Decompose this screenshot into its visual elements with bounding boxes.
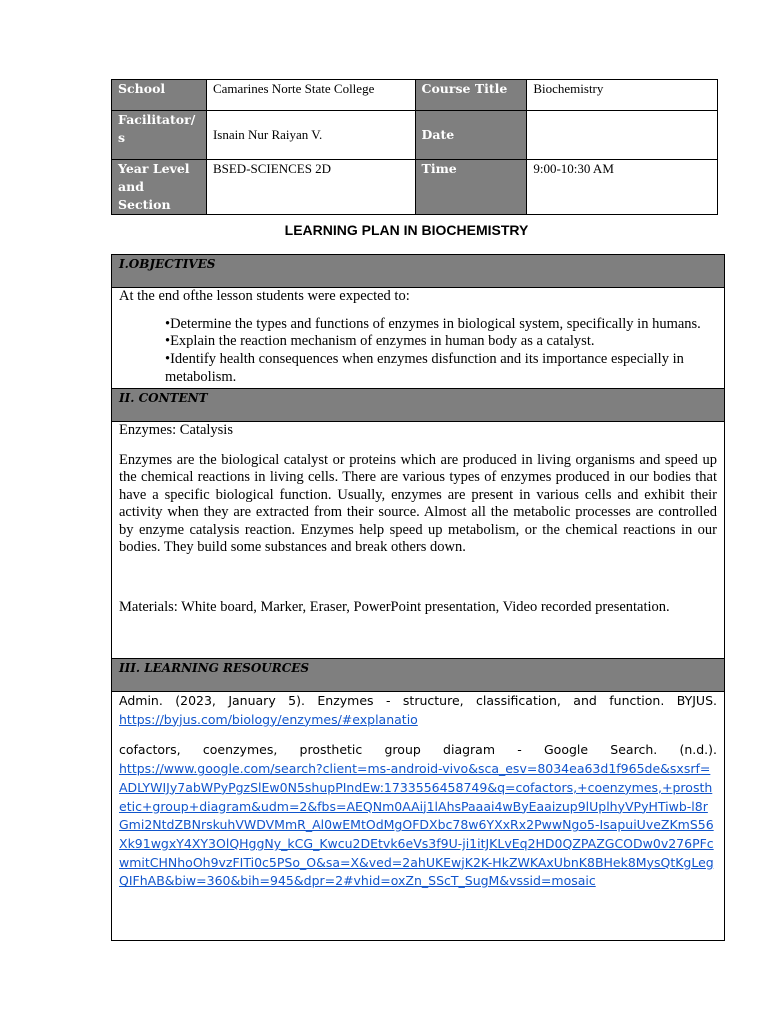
content-cell <box>112 422 725 659</box>
content-topic: Enzymes: Catalysis <box>119 422 233 438</box>
facilitator-value: Isnain Nur Raiyan V. <box>206 111 415 160</box>
time-label: Time <box>415 160 527 215</box>
objective-item: • Determine the types and functions of enzymes in biological system, specifically in humans. <box>165 316 717 334</box>
school-value: Camarines Norte State College <box>206 80 415 111</box>
course-title-value: Biochemistry <box>527 80 718 111</box>
resources-heading: III. LEARNING RESOURCES <box>112 659 725 692</box>
reference-1-text: Admin. (2023, January 5). Enzymes - structure, classification, and function. BYJUS. <box>119 693 717 708</box>
school-label: School <box>112 80 207 111</box>
date-label: Date <box>415 111 527 160</box>
objectives-list <box>119 316 717 387</box>
facilitator-label: Facilitator/ s <box>112 111 207 160</box>
date-value <box>527 111 718 160</box>
content-paragraph: Enzymes are the biological catalyst or proteins which are produced in living organisms and speed up the chemical reactions in living cells. There are various types of enzymes produced in our bodies that have a specific biological function. Usually, enzymes are present in various cells and exhibit their activity when they are extracted from their source. Almost all the metabolic processes are controlled by enzyme catalysis reaction. Enzymes help speed up metabolism, or the chemical reactions in our bodies. They build some substances and break others down. <box>119 451 717 555</box>
time-value: 9:00-10:30 AM <box>527 160 718 215</box>
year-level-label: Year Level and Section <box>112 160 207 215</box>
objectives-intro: At the end ofthe lesson students were expected to: <box>119 288 410 304</box>
course-title-label: Course Title <box>415 80 527 111</box>
document-title: LEARNING PLAN IN BIOCHEMISTRY <box>284 222 529 238</box>
learning-plan-table <box>111 254 725 941</box>
objectives-heading: I.OBJECTIVES <box>112 255 725 288</box>
materials-text: Materials: White board, Marker, Eraser, PowerPoint presentation, Video recorded presentation. <box>119 598 670 615</box>
reference-1-link[interactable]: https://byjus.com/biology/enzymes/#explanatio <box>119 711 418 727</box>
objective-item: • Explain the reaction mechanism of enzymes in human body as a catalyst. <box>165 333 717 351</box>
resources-cell <box>112 692 725 941</box>
reference-2-text: cofactors, coenzymes, prosthetic group diagram - Google Search. (n.d.). <box>119 742 717 758</box>
objective-item: • Identify health consequences when enzymes disfunction and its importance especially in metabolism. <box>165 351 717 387</box>
reference-2-link[interactable]: https://www.google.com/search?client=ms-android-vivo&sca_esv=8034ea63d1f965de&sxsrf=ADLYWIJy7abWPyPgzSlEw0N5shupPIndEw:1733556458749&q=cofactors,+coenzymes,+prosthetic+group+diagram&udm=2&fbs=AEQNm0AAij1lAhsPaaai4wByEaaizup9lUplhyVPyHTiwb-l8rGmi2NtdZBNrskuhVWDVMmR_Al0wEMtOdMgOFDXbc78w6YXxRx2PwwNgo5-IsapuiUveZKmS56Xk91wgxY4XY3OlQHggNy_kCG_Kwcu2DEtvk6eVs3f9U-ji1itJKLvEq2HD0QZPAZGCODw0v276PFcwmitCHNhoOh9vzFITi0c5PSo_O&sa=X&ved=2ahUKEwjK2K-HkZWKAxUbnK8BHek8MysQtKgLegQIFhAB&biw=360&bih=945&dpr=2#vhid=oxZn_SScT_SugM&vssid=mosaic <box>119 761 714 889</box>
objectives-cell <box>112 288 725 389</box>
info-table <box>111 79 718 215</box>
year-level-value: BSED-SCIENCES 2D <box>206 160 415 215</box>
content-heading: II. CONTENT <box>112 389 725 422</box>
